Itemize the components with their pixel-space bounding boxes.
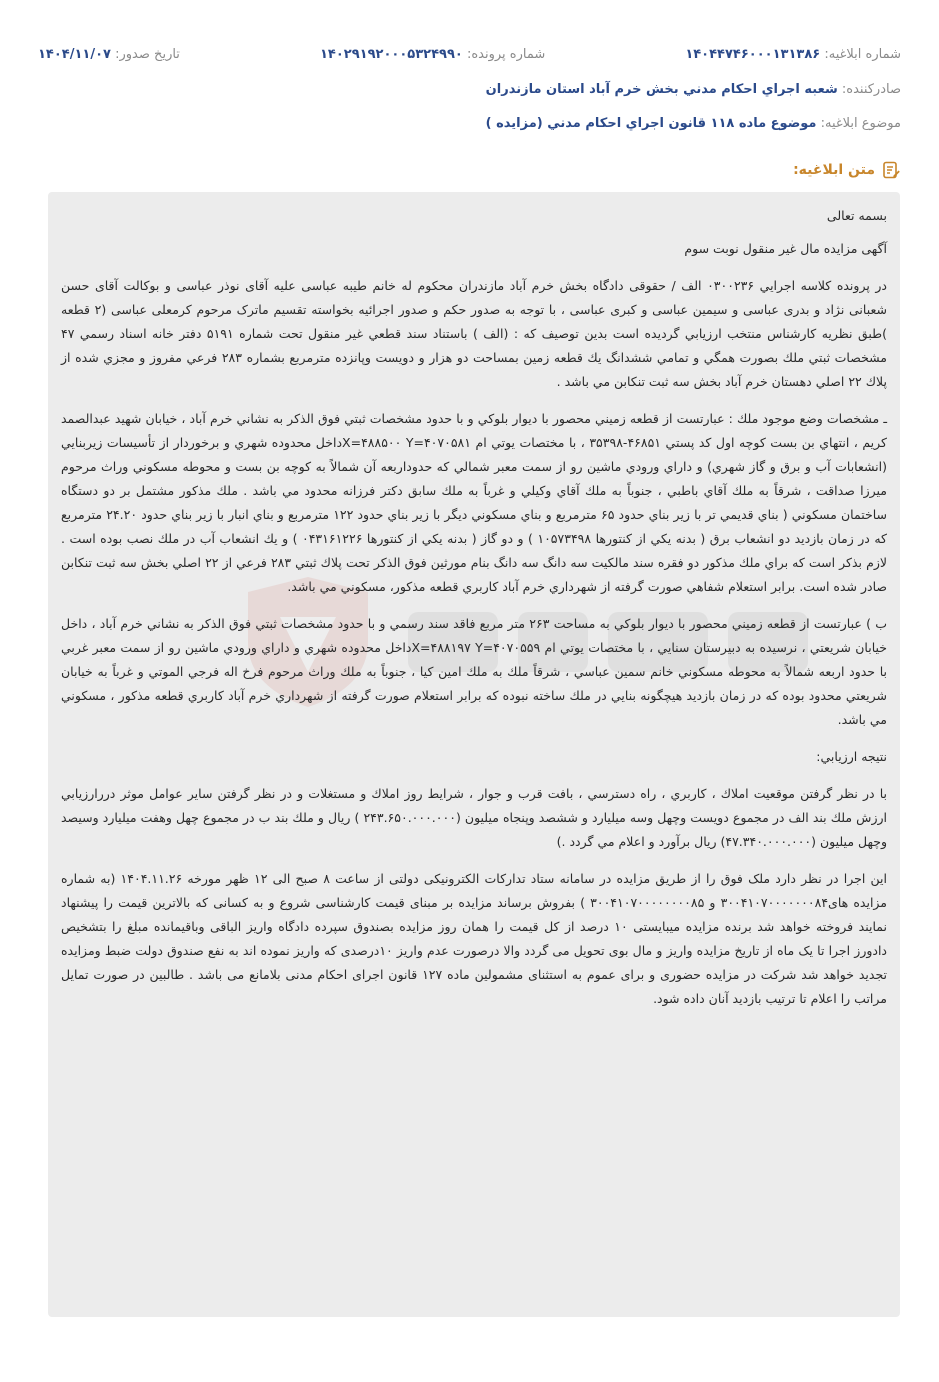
subject-value: موضوع ماده ۱۱۸ قانون اجراي احكام مدني (مزايده ) — [485, 116, 817, 131]
notice-text-box — [48, 192, 900, 1317]
issue-date — [38, 45, 180, 65]
file-number-value: ۱۴۰۲۹۱۹۲۰۰۰۵۳۲۴۹۹۰ — [319, 47, 463, 62]
issuer-label: صادرکننده: — [841, 82, 901, 97]
issuer-value: شعبه اجراي احكام مدني بخش خرم آباد استان مازندران — [485, 82, 838, 97]
subject-row — [38, 114, 901, 134]
body-paragraph: نتيجه ارزيابي: — [816, 749, 887, 764]
notice-text-body — [61, 204, 887, 1024]
body-paragraph: با در نظر گرفتن موقعيت املاك ، كاربري ، راه دسترسي ، بافت قرب و جوار ، شرايط روز املاك و مستغلات و در نظر گرفتن ساير عوامل موثر دررارزيابي ارزش ملك بند الف در مجموع دويست وچهل وسه ميليارد و ششصد وپنجاه ميليون (۲۴۳.۶۵۰.۰۰۰.۰۰۰ ) ريال و ملك بند ب در مجموع چهل وهفت ميليارد وسيصد وچهل ميليون (۴۷.۳۴۰.۰۰۰.۰۰۰) ريال برآورد و اعلام مي گردد .) — [61, 786, 887, 849]
notice-number-value: ۱۴۰۴۴۷۴۶۰۰۰۱۳۱۳۸۶ — [685, 47, 821, 62]
notice-number — [685, 45, 901, 65]
body-paragraph: ـ مشخصات وضع موجود ملك : عبارتست از قطعه زميني محصور با ديوار بلوكي و با حدود مشخصات ثبتي فوق الذكر به نشاني خرم آباد ، خيابان شهيد عبدالصمد كريم ، انتهاي بن بست كوچه اول كد پستي ۴۶۸۵۱-۳۵۳۹۸ ، با مختصات يوتي ام X=۴۸۸۵۰۰ Y=۴۰۷۰۵۸۱داخل محدوده شهري و برخوردار از تأسيسات زيربنايي (انشعابات آب و برق و گاز شهري) و داراي ورودي ماشين رو از سمت معبر شمالي كه حدوداربعه آن شمالاً به كوچه بن بست و محوطه مسكوني وراث مرحوم ميرزا صداقت ، شرقاً به ملك آقاي باطبي ، جنوباً به ملك آقاي وكيلي و غرباً به ملك سابق دكتر فرزانه محدود مي باشد . ملك مذكور مشتمل بر دو دستگاه ساختمان مسكوني ( بناي قديمي تر با زير بناي حدود ۶۵ مترمربع و بناي مسكوني ديگر با زير بناي حدود ۱۲۲ مترمربع و بناي انبار با زير بناي حدود ۲۴.۲۰ مترمربع كه در زمان بازديد دو انشعاب برق ( بدنه يكي از كنتورها ۱۰۵۷۳۴۹۸ ) و دو گاز ( بدنه يكي از كنتورها ۰۴۳۱۶۱۲۲۶ ) و يك انشعاب آب در ملك نصب بوده است . لازم بذكر است كه براي ملك مذكور دو فقره سند مالكيت سه دانگ سه دانگ بنام مورثين فوق الذكر تحت پلاك ثبتي ۲۸۳ فرعي از ۲۲ اصلي بخش سه ثبت تنكابن صادر شده است. برابر استعلام شفاهي صورت گرفته از شهرداري خرم آباد كاربري قطعه مذكور، مسكوني مي باشد. — [61, 411, 887, 594]
body-paragraph: در پرونده کلاسه اجرايي ۰۳۰۰۲۳۶ الف / حقوقی دادگاه بخش خرم آباد مازندران محکوم له خانم طیبه عباسی علیه آقای نوذر عباسی و بوکالت آقای حسن شعبانی نژاد و بدری عباسی و سیمین عباسی و کبری عباسی ، با توجه به صدور حکم و صدور اجرائیه بخواسته تقسیم ماترک مرحوم کرمعلی عباسی (۲ قطعه )طبق نظريه كارشناس منتخب ارزيابي گرديده است بدين توصيف كه : (الف ) باستناد سند قطعي غير منقول تحت شماره ۵۱۹۱ دفتر خانه اسناد رسمي ۴۷ مشخصات ثبتي ملك بصورت همگي و تمامي ششدانگ يك قطعه زمين بمساحت دو هزار و دويست وپانزده مترمربع بشماره ۲۸۳ فرعي مفروز و مجزي شده از پلاك ۲۲ اصلي دهستان خرم آباد بخش سه ثبت تنكابن مي باشد . — [61, 278, 887, 389]
issue-date-value: ۱۴۰۴/۱۱/۰۷ — [38, 47, 111, 62]
body-paragraph: آگهی مزایده مال غیر منقول نوبت سوم — [684, 241, 887, 256]
notice-number-label: شماره ابلاغيه: — [824, 47, 901, 62]
body-paragraph: ب ) عبارتست از قطعه زميني محصور با ديوار بلوكي به مساحت ۲۶۳ متر مربع فاقد سند رسمي و با حدود مشخصات ثبتي فوق الذكر به نشاني خرم آباد ، داخل خيابان شريعتي ، نرسيده به دبيرستان سنايي ، با مختصات يوتي ام X=۴۸۸۱۹۷ Y=۴۰۷۰۵۵۹داخل محدوده شهري و داراي ورودي ماشين رو از سمت معبر غربي با حدود اربعه شمالاً به محوطه مسكوني خانم سمين عباسي ، شرقاً ملك به ملك امين كيا ، جنوباً به ملك وراث مرحوم فرخ اله فرجي الموتي و غرباً به خيابان شريعتي محدود بوده كه در زمان بازديد هيچگونه بنايي در ملك ساخته نبوده كه برابر استعلام صورت گرفته از شهرداري خرم آباد كاربري قطعه مذكور ، مسكوني مي باشد. — [61, 616, 887, 727]
issuer-row — [38, 80, 901, 100]
file-number-label: شماره پرونده: — [466, 47, 546, 62]
issue-date-label: تاریخ صدور: — [115, 47, 180, 62]
file-number — [320, 45, 545, 65]
document-edit-icon — [881, 160, 901, 180]
header-meta-row — [38, 45, 901, 65]
notice-text-heading — [793, 160, 901, 180]
body-paragraph: بسمه تعالی — [826, 208, 887, 223]
notice-text-title: متن ابلاغيه: — [793, 162, 875, 178]
body-paragraph: این اجرا در نظر دارد ملک فوق را از طریق مزایده در سامانه ستاد تدارکات الکترونیکی دولتی از ساعت ۸ صبح الی ۱۲ ظهر مورخه ۱۴۰۴.۱۱.۲۶ (به شماره مزایده های۳۰۰۴۱۰۷۰۰۰۰۰۰۰۸۴ و ۳۰۰۴۱۰۷۰۰۰۰۰۰۰۰۸۵ ) بفروش برساند مزایده بر مبنای قیمت کارشناسی شروع و به کسانی که بالاترین قیمت را پیشنهاد نمایند فروخته خواهد شد برنده مزایده میبایستی ۱۰ درصد از کل قیمت را همان روز مزایده بصندوق سپرده دادگاه واریز الباقی وباقیمانده مبلغ را بتشخیص دادورز اجرا تا یک ماه از تاریخ مزایده واریز و مال بوی تحویل می گردد والا درصورت عدم واریز ۱۰درصدی که واریز نموده اند به نفع صندوق دولت ضبط ومزایده تجدید خواهد شد شرکت در مزایده حضوری و برای عموم به استثنای مشمولین ماده ۱۲۷ قانون اجرای احکام مدنی بلامانع می باشد . طالبین در صورت تمایل مراتب را اعلام تا ترتیب بازدید آنان داده شود. — [61, 871, 888, 1006]
subject-label: موضوع ابلاغيه: — [820, 116, 901, 131]
